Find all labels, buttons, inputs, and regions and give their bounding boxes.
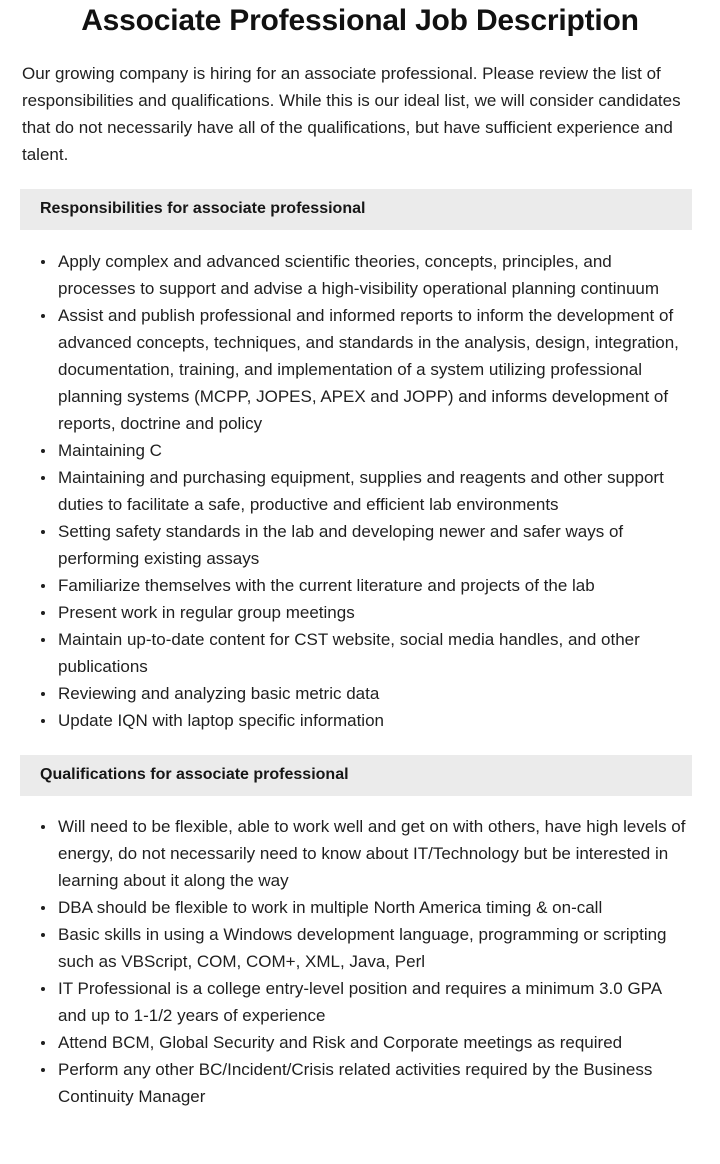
list-item: Attend BCM, Global Security and Risk and Corporate meetings as required: [0, 1029, 720, 1056]
list-item: Perform any other BC/Incident/Crisis related activities required by the Business Continuity Manager: [0, 1056, 720, 1110]
list-item: DBA should be flexible to work in multiple North America timing & on-call: [0, 894, 720, 921]
list-item: Assist and publish professional and informed reports to inform the development of advanced concepts, techniques, and standards in the analysis, design, integration, documentation, training, and implementation of a system utilizing professional planning systems (MCPP, JOPES, APEX and JOPP) and informs development of reports, doctrine and policy: [0, 302, 720, 437]
list-item: Maintain up-to-date content for CST website, social media handles, and other publications: [0, 626, 720, 680]
responsibilities-heading: Responsibilities for associate professional: [20, 189, 692, 230]
list-item: Setting safety standards in the lab and developing newer and safer ways of performing existing assays: [0, 518, 720, 572]
responsibilities-section: [0, 189, 720, 734]
list-item: Maintaining C: [0, 437, 720, 464]
list-item: Basic skills in using a Windows development language, programming or scripting such as VBScript, COM, COM+, XML, Java, Perl: [0, 921, 720, 975]
responsibilities-list: [0, 230, 720, 734]
list-item: Apply complex and advanced scientific theories, concepts, principles, and processes to support and advise a high-visibility operational planning continuum: [0, 248, 720, 302]
intro-paragraph: Our growing company is hiring for an associate professional. Please review the list of responsibilities and qualifications. While this is our ideal list, we will consider candidates that do not necessarily have all of the qualifications, but have sufficient experience and talent.: [22, 64, 681, 164]
list-item: IT Professional is a college entry-level position and requires a minimum 3.0 GPA and up to 1-1/2 years of experience: [0, 975, 720, 1029]
list-item: Present work in regular group meetings: [0, 599, 720, 626]
list-item: Familiarize themselves with the current literature and projects of the lab: [0, 572, 720, 599]
qualifications-section: [0, 755, 720, 1110]
list-item: Update IQN with laptop specific information: [0, 707, 720, 734]
list-item: Maintaining and purchasing equipment, supplies and reagents and other support duties to facilitate a safe, productive and efficient lab environments: [0, 464, 720, 518]
list-item: Reviewing and analyzing basic metric data: [0, 680, 720, 707]
page-title: Associate Professional Job Description: [81, 4, 639, 37]
qualifications-heading: Qualifications for associate professional: [20, 755, 692, 796]
qualifications-list: [0, 796, 720, 1110]
list-item: Will need to be flexible, able to work well and get on with others, have high levels of energy, do not necessarily need to know about IT/Technology but be interested in learning about it along the way: [0, 813, 720, 894]
